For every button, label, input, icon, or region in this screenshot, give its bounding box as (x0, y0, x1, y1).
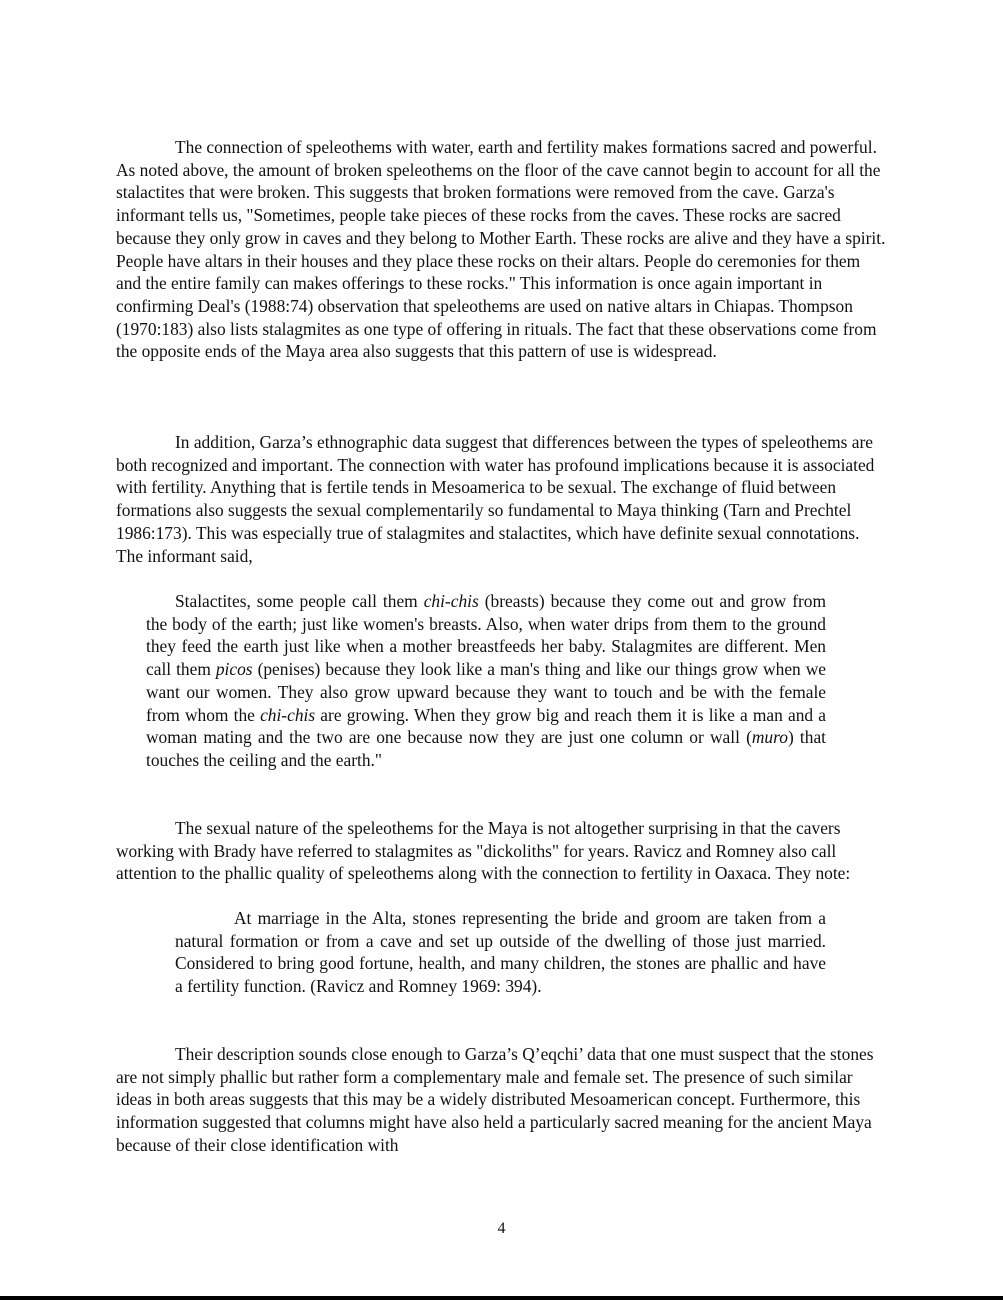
term-picos: picos (215, 659, 253, 680)
quote-text-a: Stalactites, some people call them (175, 591, 424, 611)
page-bottom-border (0, 1296, 1003, 1300)
paragraph-4: Their description sounds close enough to Garza’s Q’eqchi’ data that one must suspect that the stones are not simply phallic but rather form a complementary male and female set. The presence of such similar ideas in both areas suggests that this may be a widely distributed Mesoamerican concept. Furthermore, this information suggested that columns might have also held a particularly sacred meaning for the ancient Maya because of their close identification with (116, 1044, 874, 1155)
page-number: 4 (497, 1220, 506, 1237)
block-quote-ravicz-romney: At marriage in the Alta, stones representing the bride and groom are taken from a natural formation or from a cave and set up outside of the dwelling of those just married. Considered to bring good fortune, health, and many children, the stones are phallic and have a fertility function. (Ravicz and Romney 1969: 394). (175, 908, 826, 997)
term-chi-chis: chi-chis (423, 591, 479, 611)
paragraph-1: The connection of speleothems with water, earth and fertility makes formations sacred and powerful. As noted above, the amount of broken speleothems on the floor of the cave cannot begin to account for all the stalactites that were broken. This suggests that broken formations were removed from the cave. Garza's informant tells us, "Sometimes, people take pieces of these rocks from the caves. These rocks are sacred because they only grow in caves and they belong to Mother Earth. These rocks are alive and they have a spirit. People have altars in their houses and they place these rocks on their altars. People do ceremonies for them and the entire family can makes offerings to these rocks." This information is once again important in confirming Deal's (1988:74) observation that speleothems are used on native altars in Chiapas. Thompson (1970:183) also lists stalagmites as one type of offering in rituals. The fact that these observations come from the opposite ends of the Maya area also suggests that this pattern of use is widespread. (116, 137, 886, 362)
paragraph-3: The sexual nature of the speleothems for the Maya is not altogether surprising in that the cavers working with Brady have referred to stalagmites as "dickoliths" for years. Ravicz and Romney also call attention to the phallic quality of speleothems along with the connection to fertility in Oaxaca. They note: (116, 818, 851, 884)
quote-text-d: are growing. When they grow big and reach them it is like a man and a woman mating and the two are one because now they are just one column or wall ( (146, 704, 826, 748)
paragraph-2: In addition, Garza’s ethnographic data suggest that differences between the types of speleothems are both recognized and important. The connection with water has profound implications because it is associated with fertility. Anything that is fertile tends in Mesoamerica to be sexual. The exchange of fluid between formations also suggests the sexual complementarily so fundamental to Maya thinking (Tarn and Prechtel 1986:173). This was especially true of stalagmites and stalactites, which have definite sexual connotations. The informant said, (116, 432, 875, 566)
quote-text-c: (penises) because they look like a man's thing and like our things grow when we want our women. They also grow upward because they want to touch and be with the female from whom the (146, 659, 826, 725)
quote-text-b: (breasts) because they come out and grow from the body of the earth; just like women's breasts. Also, when water drips from them to the ground they feed the earth just like when a mother breastfeeds her baby. Stalagmites are different. Men call them (146, 591, 827, 680)
term-chi-chis-2: chi-chis (260, 704, 316, 725)
block-quote-informant (146, 590, 826, 772)
quote-text-e: ) that touches the ceiling and the earth." (146, 727, 826, 770)
term-muro: muro (751, 727, 788, 748)
